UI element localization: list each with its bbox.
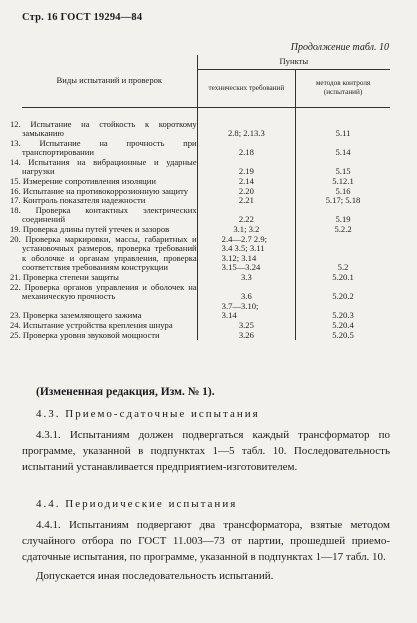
control-method-cell: 5.11 xyxy=(296,120,390,139)
control-method-cell: 5.12.1 xyxy=(296,177,390,187)
paragraph-4-3-1 xyxy=(22,427,390,475)
test-name-cell: 19. Проверка длины путей утечек и зазоров xyxy=(10,224,170,235)
test-name-cell: 15. Измерение сопротивления изоляции xyxy=(10,176,156,187)
test-name-cell: 14. Испытания на вибрационные и ударные нагрузки xyxy=(10,156,197,177)
table-row xyxy=(22,206,390,225)
tech-requirement-cell: 3.26 xyxy=(197,331,295,341)
paragraph-4-4-1 xyxy=(22,517,390,565)
control-method-cell: 5.19 xyxy=(296,206,390,225)
tech-requirement-cell: 3.3 xyxy=(197,273,295,283)
control-method-cell: 5.20.5 xyxy=(296,331,390,341)
header-points: Пункты xyxy=(197,55,390,69)
control-method-cell: 5.20.4 xyxy=(296,321,390,331)
test-name-cell: 25. Проверка уровня звуковой мощности xyxy=(10,329,160,340)
paragraph-4-4-1-text: 4.4.1. Испытаниям подвергают два трансформатора, взятые методом случайного отбора по ГОСТ 11.003—73 от партии, прошедшей приемо-сдаточные испытания, по программе, указанной в подпунктах 1—17 табл. 10. xyxy=(22,519,390,563)
control-method-cell: 5.2.2 xyxy=(296,225,390,235)
tech-requirement-cell: 2.18 xyxy=(197,139,295,158)
control-method-cell: 5.16 xyxy=(296,187,390,197)
tech-requirement-cell: 2.22 xyxy=(197,206,295,225)
control-method-cell: 5.17; 5.18 xyxy=(296,196,390,206)
table-row xyxy=(22,235,390,273)
tech-requirement-cell: 2.8; 2.13.3 xyxy=(197,120,295,139)
control-method-cell: 5.14 xyxy=(296,139,390,158)
table-row xyxy=(22,331,390,341)
header-test-types: Виды испытаний и проверок xyxy=(22,55,197,107)
table-row xyxy=(22,302,390,321)
tech-requirement-cell: 2.19 xyxy=(197,158,295,177)
test-name-cell: 12. Испытание на стойкость к короткому замыканию xyxy=(10,118,197,139)
test-name-cell: 18. Проверка контактных электрических соединений xyxy=(10,204,197,225)
paragraph-4-3-1-text: 4.3.1. Испытаниям должен подвергаться каждый трансформатор по программе, указанной в подпунктах 1—5 табл. 10. Последовательность испытаний устанавливается предприятием-изготовителем. xyxy=(22,429,390,473)
tech-requirement-cell: 3.1; 3.2 xyxy=(197,225,295,235)
control-method-cell: 5.15 xyxy=(296,158,390,177)
table-row xyxy=(22,158,390,177)
control-method-cell: 5.20.2 xyxy=(296,283,390,302)
tests-table xyxy=(10,55,390,340)
tech-requirement-cell: 3.25 xyxy=(197,321,295,331)
test-name-cell: 20. Проверка маркировки, массы, габаритных и установочных размеров, проверка требований к оболочке и органам управления, проверка соответствия требованиям конструкции xyxy=(10,233,197,273)
tech-requirement-cell: 2.4—2.7 2.9; 3.4 3.5; 3.11 3.12; 3.14 3.15—3.24 xyxy=(197,235,295,273)
control-method-cell: 5.2 xyxy=(296,235,390,273)
test-name-cell: 23. Проверка заземляющего зажима xyxy=(10,310,142,321)
section-heading-4-3: 4.3. Приемо-сдаточные испытания xyxy=(36,408,260,420)
control-method-cell: 5.20.1 xyxy=(296,273,390,283)
tech-requirement-cell: 2.21 xyxy=(197,196,295,206)
test-name-cell: 16. Испытание на противокоррозионную защиту xyxy=(10,185,189,196)
paragraph-4-4-2-text: Допускается иная последовательность испытаний. xyxy=(36,570,274,582)
test-name-cell: 17. Контроль показателя надежности xyxy=(10,195,146,206)
test-name-cell: 21. Проверка степени защиты xyxy=(10,272,119,282)
paragraph-4-4-2 xyxy=(22,568,390,584)
table-row xyxy=(22,139,390,158)
test-name-cell: 13. Испытание на прочность при транспортировании xyxy=(10,137,197,158)
tech-requirement-cell: 2.20 xyxy=(197,187,295,197)
table-row xyxy=(22,283,390,302)
tech-requirement-cell: 3.7—3.10; 3.14 xyxy=(197,302,295,321)
header-tech-requirements: технических требований xyxy=(197,69,295,107)
page-header: Стр. 16 ГОСТ 19294—84 xyxy=(22,12,143,23)
table-row xyxy=(22,120,390,139)
tech-requirement-cell: 2.14 xyxy=(197,177,295,187)
header-control-methods: методов контроля (испытаний) xyxy=(296,69,390,107)
test-name-cell: 22. Проверка органов управления и оболочек на механическую прочность xyxy=(10,281,197,302)
test-name-cell: 24. Испытание устройства крепления шнура xyxy=(10,319,173,330)
control-method-cell: 5.20.3 xyxy=(296,302,390,321)
tech-requirement-cell: 3.6 xyxy=(197,283,295,302)
section-heading-4-4: 4.4. Периодические испытания xyxy=(36,498,238,510)
table-continuation-label: Продолжение табл. 10 xyxy=(290,42,389,53)
edit-note: (Измененная редакция, Изм. № 1). xyxy=(36,386,215,398)
